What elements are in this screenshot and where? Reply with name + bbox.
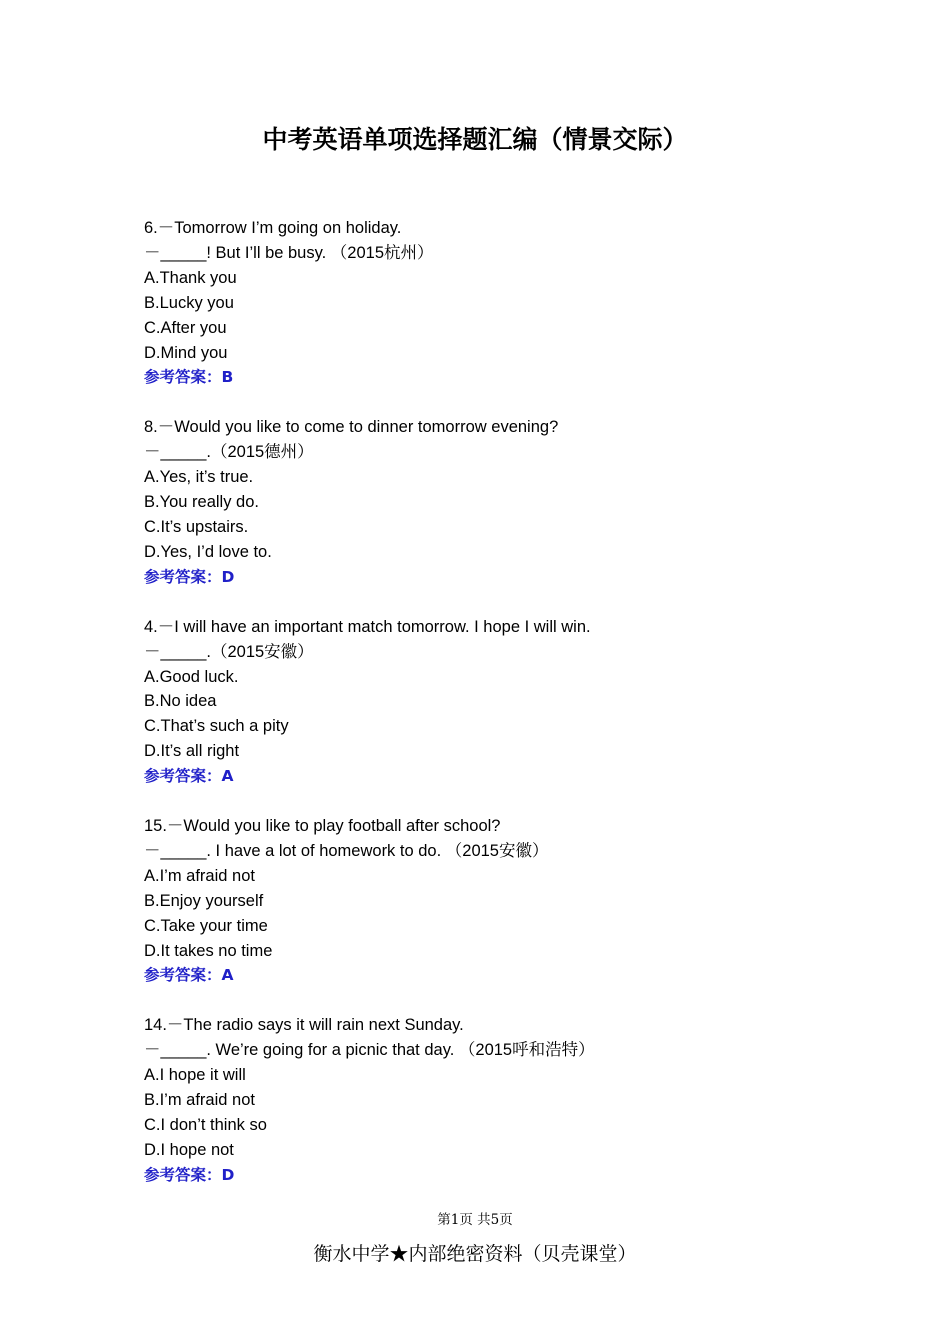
option-b: B.I’m afraid not [144,1091,255,1110]
option-a: A.I hope it will [144,1066,246,1085]
reference-answer [144,764,844,789]
option-c: C.Take your time [144,916,268,935]
question-item [144,615,844,789]
option-d: D.Mind you [144,343,228,362]
reference-answer [144,1163,844,1188]
page-title: 中考英语单项选择题汇编（情景交际） [262,125,688,154]
question-item [144,1013,844,1187]
question-reply: －_____.（2015安徽） [144,642,314,661]
question-stem: 15.－Would you like to play football after school? [144,817,501,836]
footer-source: 衡水中学★内部绝密资料（贝壳课堂） [313,1243,637,1265]
option-b: B.No idea [144,692,217,711]
option-d: D.I hope not [144,1140,234,1159]
option-c: C.That’s such a pity [144,717,289,736]
reference-answer [144,365,844,390]
question-reply: －_____. I have a lot of homework to do. （2015安徽） [144,841,549,860]
reference-answer [144,565,844,590]
option-a: A.Yes, it’s true. [144,468,254,487]
answer-label: 参考答案： [144,767,222,786]
answer-label: 参考答案： [144,567,222,586]
answer-label: 参考答案： [144,1165,222,1184]
option-b: B.Lucky you [144,293,234,312]
option-c: C.It’s upstairs. [144,517,249,536]
question-stem: 14.－The radio says it will rain next Sunday. [144,1016,464,1035]
option-d: D.Yes, I’d love to. [144,542,272,561]
question-stem: 8.－Would you like to come to dinner tomorrow evening? [144,418,559,437]
option-c: C.After you [144,318,227,337]
question-reply: －_____! But I’ll be busy. （2015杭州） [144,243,434,262]
reference-answer [144,963,844,988]
question-list [144,216,844,1213]
question-item [144,415,844,589]
option-a: A.I’m afraid not [144,866,255,885]
question-item [144,216,844,390]
question-stem: 6.－Tomorrow I’m going on holiday. [144,219,402,237]
answer-value: D [221,567,235,586]
answer-value: A [221,966,234,985]
option-b: B.Enjoy yourself [144,891,264,910]
question-reply: －_____.（2015德州） [144,443,314,462]
option-a: A.Thank you [144,268,237,287]
option-a: A.Good luck. [144,667,239,686]
option-d: D.It takes no time [144,941,273,960]
answer-value: B [221,368,234,387]
question-stem: 4.－I will have an important match tomorrow. I hope I will win. [144,617,591,636]
question-reply: －_____. We’re going for a picnic that day. （2015呼和浩特） [144,1041,595,1060]
option-d: D.It’s all right [144,742,240,761]
answer-label: 参考答案： [144,966,222,985]
question-item [144,814,844,988]
option-c: C.I don’t think so [144,1116,267,1134]
answer-value: A [221,767,234,786]
page-number: 第1页 共5页 [437,1212,513,1228]
option-b: B.You really do. [144,493,259,512]
answer-label: 参考答案： [144,368,222,387]
answer-value: D [221,1165,235,1184]
